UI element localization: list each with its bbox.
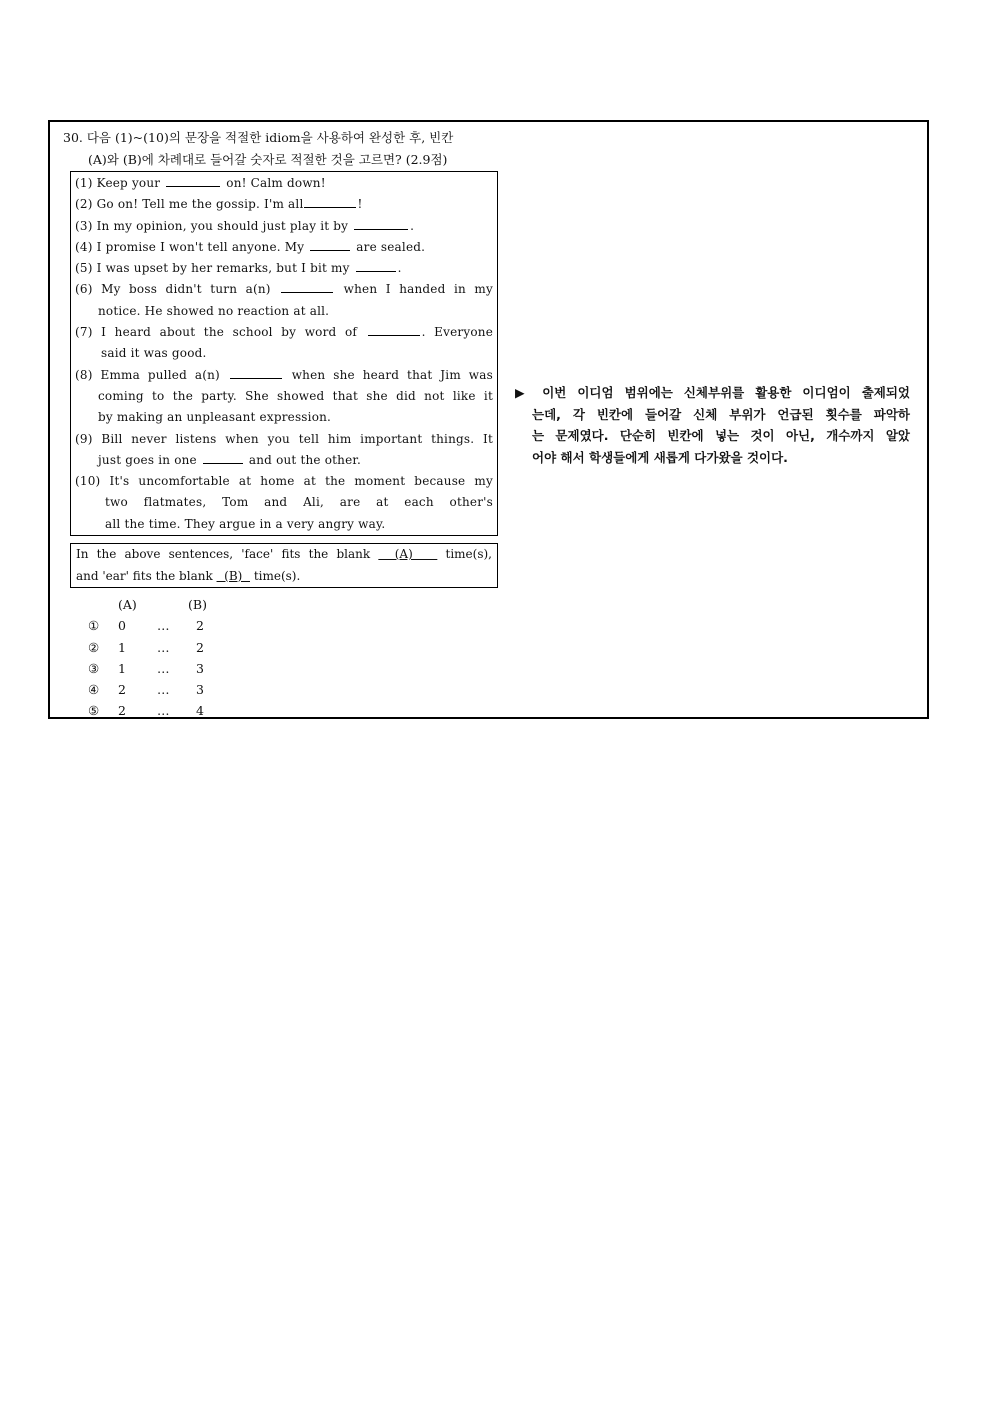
commentary-line-4: 어야 해서 학생들에게 새롭게 다가왔을 것이다. bbox=[532, 449, 788, 465]
sentence-text: (5) I was upset by her remarks, but I bit my bbox=[75, 261, 354, 276]
blank-b: (B) bbox=[216, 568, 250, 583]
statement-text: time(s), bbox=[437, 547, 492, 561]
answer-statement-box bbox=[70, 543, 498, 588]
sentence-text: (2) Go on! Tell me the gossip. I'm all bbox=[75, 197, 304, 212]
blank-line bbox=[203, 451, 243, 464]
choice-value-a: 1 bbox=[118, 639, 126, 655]
question-stem-line-2: (A)와 (B)에 차례대로 들어갈 숫자로 적절한 것을 고르면? (2.9점) bbox=[88, 152, 448, 167]
sentence-box bbox=[70, 171, 498, 536]
ellipsis: … bbox=[157, 639, 170, 655]
sentence-9: (9) Bill never listens when you tell him important things. It bbox=[75, 431, 493, 446]
choice-value-a: 0 bbox=[118, 618, 126, 634]
sentence-text: . Everyone bbox=[421, 325, 493, 340]
ellipsis: … bbox=[157, 682, 170, 698]
sentence-text: ! bbox=[357, 197, 363, 212]
statement-text: and 'ear' fits the blank bbox=[76, 568, 217, 583]
sentence-10-cont-2: all the time. They argue in a very angry way. bbox=[105, 516, 386, 531]
sentence-7-cont: said it was good. bbox=[101, 346, 207, 361]
column-header-b: (B) bbox=[188, 597, 207, 612]
choice-number: ① bbox=[88, 618, 100, 634]
sentence-text: when she heard that Jim was bbox=[283, 367, 493, 382]
sentence-8-cont-1: coming to the party. She showed that she did not like it bbox=[98, 388, 493, 403]
sentence-6 bbox=[75, 279, 493, 300]
choice-number: ③ bbox=[88, 660, 100, 676]
question-stem-line-1: 30. 다음 (1)~(10)의 문장을 적절한 idiom을 사용하여 완성한 후, 빈칸 bbox=[63, 130, 454, 145]
sentence-text: and out the other. bbox=[244, 452, 362, 467]
sentence-text: . bbox=[397, 261, 402, 276]
choice-value-b: 3 bbox=[196, 660, 204, 676]
sentence-text: when I handed in my bbox=[335, 282, 493, 297]
ellipsis: … bbox=[157, 703, 170, 719]
choice-number: ⑤ bbox=[88, 703, 100, 719]
sentence-9-cont bbox=[75, 450, 493, 471]
sentence-text: (4) I promise I won't tell anyone. My bbox=[75, 239, 309, 254]
commentary-line-3: 는 문제였다. 단순히 빈칸에 넣는 것이 아닌, 개수까지 알았 bbox=[532, 428, 910, 443]
ellipsis: … bbox=[157, 618, 170, 634]
sentence-text: (3) In my opinion, you should just play it by bbox=[75, 218, 353, 233]
sentence-7 bbox=[75, 322, 493, 343]
sentence-1 bbox=[75, 173, 493, 194]
choice-value-b: 2 bbox=[196, 618, 204, 634]
sentence-2 bbox=[75, 194, 493, 215]
sentence-text: (7) I heard about the school by word of bbox=[75, 325, 366, 340]
blank-line bbox=[354, 217, 408, 230]
sentence-text: (6) My boss didn't turn a(n) bbox=[75, 282, 280, 297]
question-frame bbox=[48, 120, 929, 719]
choice-value-a: 1 bbox=[118, 660, 126, 676]
blank-line bbox=[356, 259, 396, 272]
answer-statement-line-1 bbox=[76, 544, 492, 566]
choice-value-a: 2 bbox=[118, 703, 126, 719]
sentence-4 bbox=[75, 237, 493, 258]
statement-text: In the above sentences, 'face' fits the blank bbox=[76, 547, 379, 561]
commentary-line-1: ▶ 이번 이디엄 범위에는 신체부위를 활용한 이디엄이 출제되었 bbox=[515, 385, 910, 400]
blank-line bbox=[368, 323, 420, 336]
commentary-line-2: 는데, 각 빈칸에 들어갈 신체 부위가 언급된 횟수를 파악하 bbox=[532, 406, 910, 422]
choice-value-b: 2 bbox=[196, 639, 204, 655]
sentence-8-cont-2: by making an unpleasant expression. bbox=[98, 410, 332, 425]
blank-line bbox=[304, 195, 356, 208]
blank-line bbox=[166, 174, 220, 187]
choice-number: ④ bbox=[88, 682, 100, 698]
sentence-text: . bbox=[410, 218, 415, 233]
sentence-10-cont-1: two flatmates, Tom and Ali, are at each other's bbox=[105, 495, 493, 510]
ellipsis: … bbox=[157, 660, 170, 676]
sentence-text: are sealed. bbox=[352, 239, 426, 254]
blank-line bbox=[281, 280, 333, 293]
sentence-text: (8) Emma pulled a(n) bbox=[75, 367, 228, 382]
sentence-text: (1) Keep your bbox=[75, 176, 165, 190]
blank-line bbox=[310, 238, 350, 251]
commentary bbox=[515, 382, 910, 468]
choice-value-b: 3 bbox=[196, 682, 204, 698]
sentence-3 bbox=[75, 216, 493, 237]
choice-value-a: 2 bbox=[118, 682, 126, 698]
sentence-text: on! Calm down! bbox=[222, 176, 326, 190]
blank-a: (A) bbox=[378, 547, 438, 561]
choice-number: ② bbox=[88, 639, 100, 655]
answer-statement-line-2 bbox=[76, 566, 492, 588]
sentence-5 bbox=[75, 258, 493, 279]
statement-text: time(s). bbox=[250, 568, 301, 583]
question-column bbox=[63, 127, 503, 171]
column-header-a: (A) bbox=[118, 597, 137, 612]
sentence-text: just goes in one bbox=[98, 452, 201, 467]
sentence-6-cont: notice. He showed no reaction at all. bbox=[98, 303, 330, 318]
blank-line bbox=[230, 366, 282, 379]
sentence-8 bbox=[75, 365, 493, 386]
sentence-10: (10) It's uncomfortable at home at the moment because my bbox=[75, 474, 493, 489]
choice-value-b: 4 bbox=[196, 703, 204, 719]
